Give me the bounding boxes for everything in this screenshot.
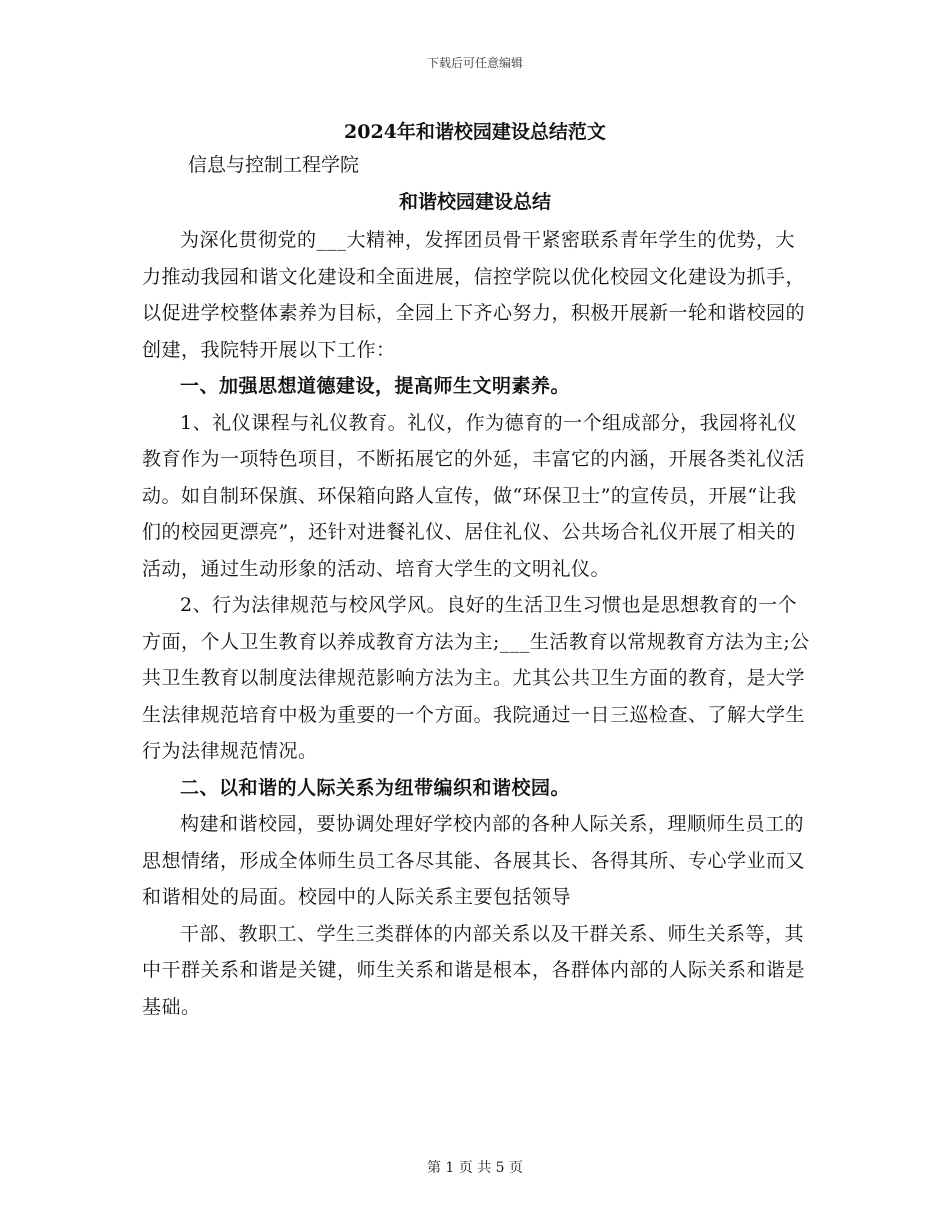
page-number: 第 1 页 共 5 页 <box>426 1160 524 1176</box>
heading-part-two: 二、以和谐的人际关系为纽带编织和谐校园。 <box>180 776 571 799</box>
paragraph-relations: 构建和谐校园，要协调处理好学校内部的各种人际关系，理顺师生员工的思想情绪，形成全体师生员工各尽其能、各展其长、各得其所、专心学业而又和谐相处的局面。校园中的人际关系主要包括领导 <box>142 813 806 908</box>
paragraph-etiquette: 1、礼仪课程与礼仪教育。礼仪，作为德育的一个组成部分，我园将礼仪教育作为一项特色项目，不断拓展它的外延，丰富它的内涵，开展各类礼仪活动。如自制环保旗、环保箱向路人宣传，做“环保卫士”的宣传员，开展“让我们的校园更漂亮”，还针对进餐礼仪、居住礼仪、公共场合礼仪开展了相关的活动，通过生动形象的活动、培育大学生的文明礼仪。 <box>142 411 806 580</box>
paragraph-relations-continued: 干部、教职工、学生三类群体的内部关系以及干群关系、师生关系等，其中干群关系和谐是关键，师生关系和谐是根本，各群体内部的人际关系和谐是基础。 <box>142 922 806 1018</box>
department-name: 信息与控制工程学院 <box>188 154 360 176</box>
paragraph-intro: 为深化贯彻党的___大精神，发挥团员骨干紧密联系青年学生的优势，大力推动我园和谐文化建设和全面进展，信控学院以优化校园文化建设为抓手，以促进学校整体素养为目标，全园上下齐心努力，积极开展新一轮和谐校园的创建，我院特开展以下工作： <box>142 229 806 361</box>
paragraph-conduct: 2、行为法律规范与校风学风。良好的生活卫生习惯也是思想教育的一个方面，个人卫生教育以养成教育方法为主;___生活教育以常规教育方法为主;公共卫生教育以制度法律规范影响方法为主。尤其公共卫生方面的教育，是大学生法律规范培育中极为重要的一个方面。我院通过一日三巡检查、了解大学生行为法律规范情况。 <box>142 594 810 762</box>
document-title: 2024年和谐校园建设总结范文 <box>344 121 606 143</box>
section-heading: 和谐校园建设总结 <box>398 191 551 213</box>
document-body <box>142 222 810 1025</box>
heading-part-one: 一、加强思想道德建设，提高师生文明素养。 <box>180 375 571 397</box>
header-note: 下载后可任意编辑 <box>426 56 523 70</box>
